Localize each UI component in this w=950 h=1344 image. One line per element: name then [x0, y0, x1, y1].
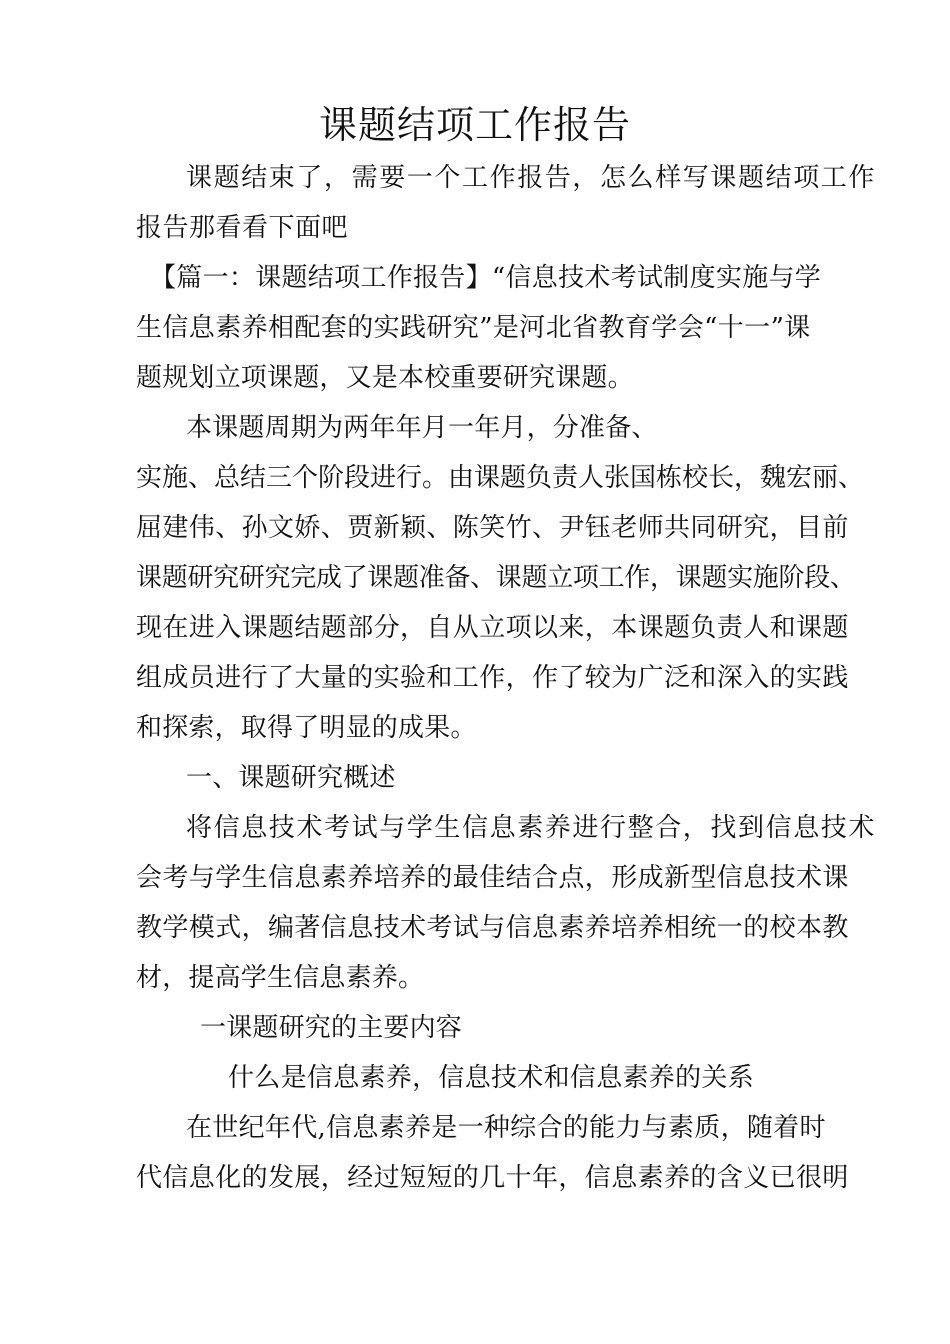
paragraph-line: 会考与学生信息素养培养的最佳结合点，形成新型信息技术课	[136, 863, 849, 893]
paragraph-line: 组成员进行了大量的实验和工作，作了较为广泛和深入的实践	[136, 663, 849, 693]
section-heading: 一、课题研究概述	[186, 763, 396, 793]
paragraph-line: 代信息化的发展，经过短短的几十年，信息素养的含义已很明	[136, 1163, 849, 1193]
paragraph-line: 现在进入课题结题部分，自从立项以来，本课题负责人和课题	[136, 613, 849, 643]
paragraph-line: 课题结束了，需要一个工作报告，怎么样写课题结项工作	[186, 163, 877, 193]
paragraph-line: 【篇一：课题结项工作报告】“信息技术考试制度实施与学	[150, 263, 822, 293]
paragraph-line: 材，提高学生信息素养。	[136, 963, 425, 993]
paragraph-line: 课题研究研究完成了课题准备、课题立项工作，课题实施阶段、	[136, 563, 856, 593]
document-title: 课题结项工作报告	[318, 103, 631, 147]
paragraph-line: 本课题周期为两年年月一年月，分准备、	[186, 413, 658, 443]
subsection-heading: 一课题研究的主要内容	[200, 1013, 463, 1043]
paragraph-line: 报告那看看下面吧	[136, 213, 349, 243]
paragraph-line: 教学模式，编著信息技术考试与信息素养培养相统一的校本教	[136, 913, 849, 943]
paragraph-line: 将信息技术考试与学生信息素养进行整合，找到信息技术	[186, 813, 877, 843]
paragraph-line: 生信息素养相配套的实践研究”是河北省教育学会“十一”课	[136, 313, 811, 343]
paragraph-line: 和探索，取得了明显的成果。	[136, 713, 477, 743]
paragraph-line: 在世纪年代,信息素养是一种综合的能力与素质，随着时	[186, 1113, 826, 1143]
subsection-heading: 什么是信息素养，信息技术和信息素养的关系	[228, 1063, 755, 1093]
paragraph-line: 屈建伟、孙文娇、贾新颖、陈笑竹、尹钰老师共同研究，目前	[136, 513, 849, 543]
paragraph-line: 实施、总结三个阶段进行。由课题负责人张国栋校长，魏宏丽、	[136, 463, 865, 493]
paragraph-line: 题规划立项课题，又是本校重要研究课题。	[136, 363, 634, 393]
